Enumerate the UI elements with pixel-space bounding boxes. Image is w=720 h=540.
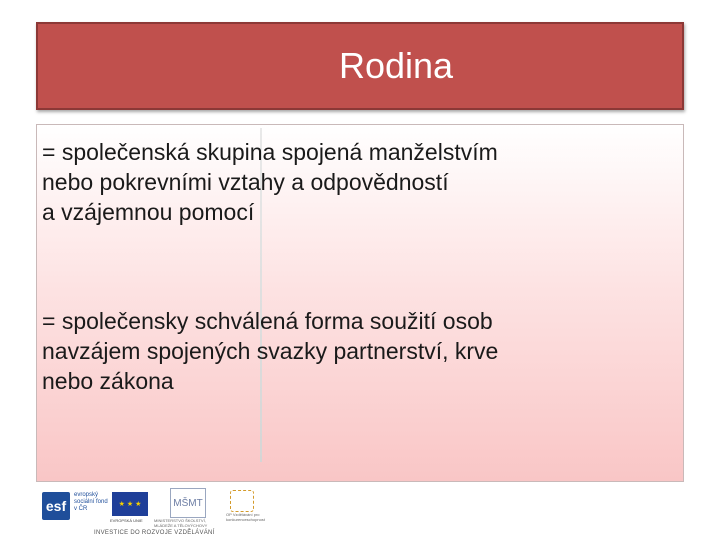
op-caption: OP Vzdělávání pro konkurenceschopnost — [226, 512, 265, 522]
esf-logo-text: evropský sociální fond v ČR — [74, 492, 108, 512]
paragraph-line: nebo zákona — [42, 368, 174, 394]
msmt-logo: MŠMT — [170, 488, 206, 518]
definition-paragraph-1 — [42, 137, 642, 227]
paragraph-line: = společenská skupina spojená manželstvím — [42, 139, 498, 165]
paragraph-line: navzájem spojených svazky partnerství, krve — [42, 338, 499, 364]
funding-logos — [40, 486, 280, 538]
definition-paragraph-2 — [42, 306, 642, 396]
paragraph-line: = společensky schválená forma soužití osob — [42, 308, 493, 334]
eu-flag-icon: ★ ★ ★ — [112, 492, 148, 516]
paragraph-line: a vzájemnou pomocí — [42, 199, 255, 225]
slide-title: Rodina — [338, 45, 454, 86]
slide-title-bar — [36, 22, 684, 110]
esf-logo: esf — [42, 492, 70, 520]
eu-caption: EVROPSKÁ UNIE — [110, 518, 143, 523]
paragraph-line: nebo pokrevními vztahy a odpovědností — [42, 169, 449, 195]
op-logo-icon — [230, 490, 254, 512]
investment-caption: INVESTICE DO ROZVOJE VZDĚLÁVÁNÍ — [94, 530, 215, 536]
msmt-caption: MINISTERSTVO ŠKOLSTVÍ, MLÁDEŽE A TĚLOVÝCHOVY — [154, 518, 208, 528]
